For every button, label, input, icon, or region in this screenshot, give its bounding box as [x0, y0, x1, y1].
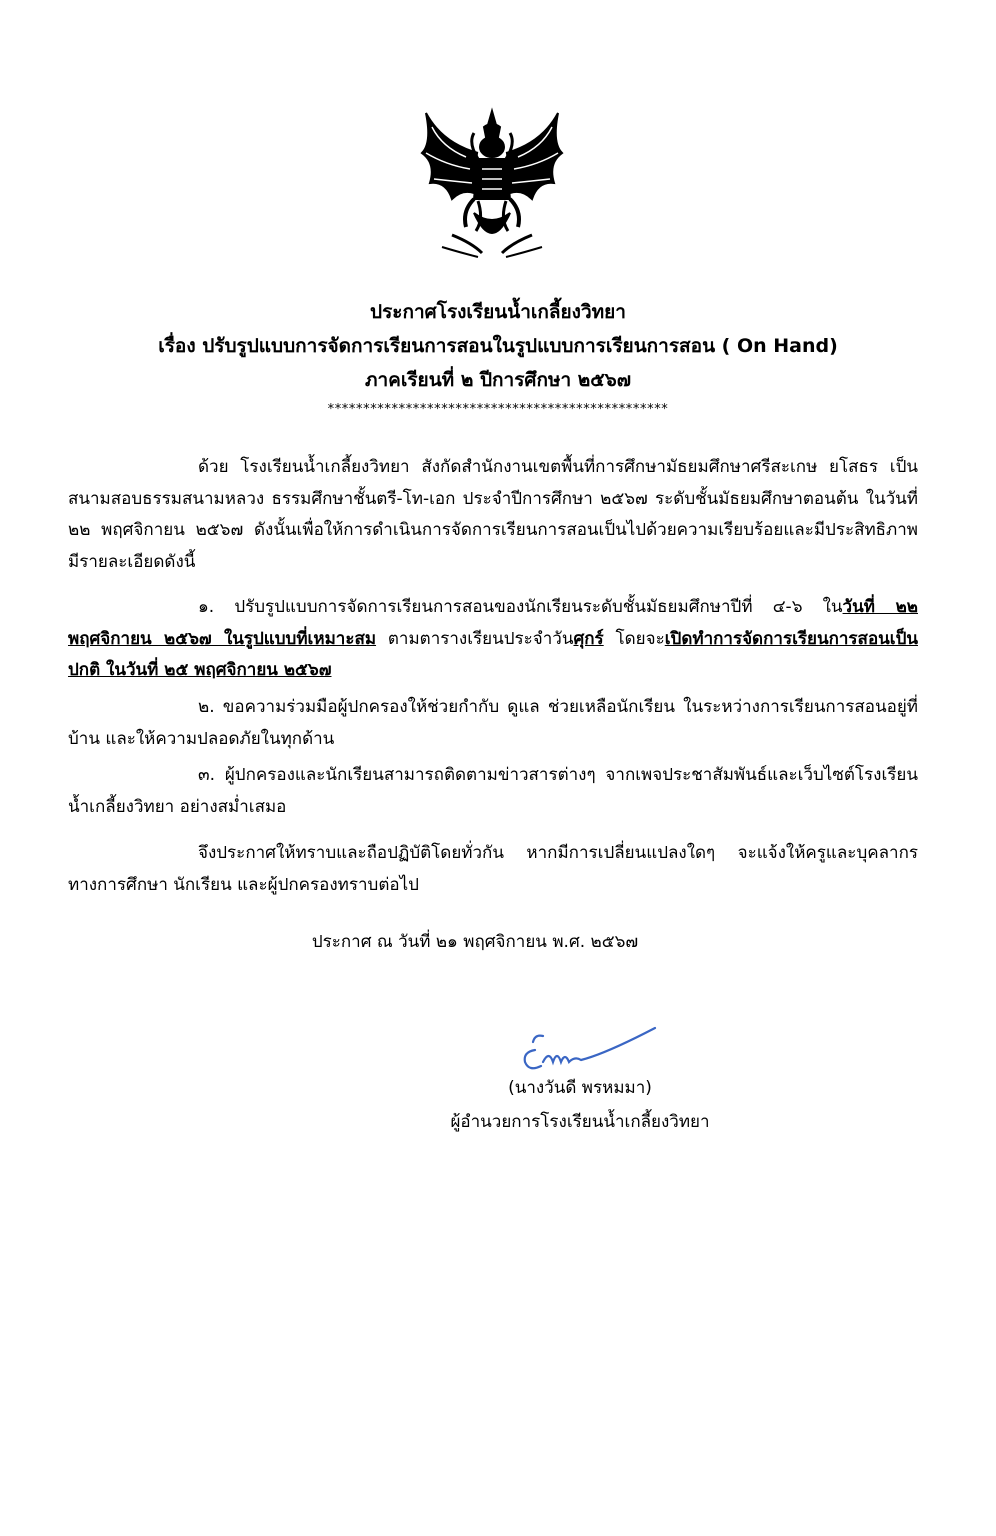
item-3-text: ๓. ผู้ปกครองและนักเรียนสามารถติดตามข่าวสารต่างๆ จากเพจประชาสัมพันธ์และเว็บไซต์โรงเรียนน้ำเกลี้ยงวิทยา อย่างสม่ำเสมอ	[68, 765, 918, 817]
signature-image	[515, 1020, 665, 1080]
item-1-text-a: ๑. ปรับรูปแบบการจัดการเรียนการสอนของนักเรียนระดับชั้นมัธยมศึกษาปีที่ ๔-๖ ใน	[198, 597, 843, 617]
separator-line: ************************************************	[327, 402, 669, 417]
item-1-day-emphasis: ศุกร์	[573, 628, 604, 649]
announcement-subject: เรื่อง ปรับรูปแบบการจัดการเรียนการสอนในรูปแบบการเรียนการสอน ( On Hand)	[158, 335, 838, 357]
signatory-position: ผู้อำนวยการโรงเรียนน้ำเกลี้ยงวิทยา	[450, 1112, 710, 1132]
intro-paragraph	[68, 452, 918, 578]
item-2-paragraph	[68, 692, 918, 755]
intro-text: ด้วย โรงเรียนน้ำเกลี้ยงวิทยา สังกัดสำนักงานเขตพื้นที่การศึกษามัธยมศึกษาศรีสะเกษ ยโสธร เป็นสนามสอบธรรมสนามหลวง ธรรมศึกษาชั้นตรี-โท-เอก ประจำปีการศึกษา ๒๕๖๗ ระดับชั้นมัธยมศึกษาตอนต้น ในวันที่ ๒๒ พฤศจิกายน ๒๕๖๗ ดังนั้นเพื่อให้การดำเนินการจัดการเรียนการสอนเป็นไปด้วยความเรียบร้อยและมีประสิทธิภาพ มีรายละเอียดดังนี้	[68, 457, 918, 572]
garuda-emblem-icon	[412, 103, 572, 263]
item-1-paragraph	[68, 592, 918, 687]
item-1-text-c: ตามตารางเรียนประจำวัน	[376, 628, 574, 649]
item-1-reopen-emphasis: เปิดทำการจัดการเรียนการสอนเป็นปกติ ในวันที่ ๒๕ พฤศจิกายน ๒๕๖๗	[68, 628, 918, 680]
closing-text: จึงประกาศให้ทราบและถือปฏิบัติโดยทั่วกัน หากมีการเปลี่ยนแปลงใดๆ จะแจ้งให้ครูและบุคลากรทางการศึกษา นักเรียน และผู้ปกครองทราบต่อไป	[68, 843, 918, 895]
announcement-title: ประกาศโรงเรียนน้ำเกลี้ยงวิทยา	[370, 301, 626, 323]
announcement-date: ประกาศ ณ วันที่ ๒๑ พฤศจิกายน พ.ศ. ๒๕๖๗	[311, 932, 639, 952]
signatory-name: (นางวันดี พรหมมา)	[508, 1078, 652, 1098]
item-2-text: ๒. ขอความร่วมมือผู้ปกครองให้ช่วยกำกับ ดูแล ช่วยเหลือนักเรียน ในระหว่างการเรียนการสอนอยู่ที่บ้าน และให้ความปลอดภัยในทุกด้าน	[68, 697, 918, 749]
closing-paragraph	[68, 838, 918, 901]
announcement-term: ภาคเรียนที่ ๒ ปีการศึกษา ๒๕๖๗	[364, 369, 632, 391]
item-1-date-emphasis: วันที่ ๒๒ พฤศจิกายน ๒๕๖๗ ในรูปแบบที่เหมาะสม	[68, 597, 918, 649]
item-1-text-e: โดยจะ	[603, 628, 665, 649]
item-3-paragraph	[68, 760, 918, 823]
